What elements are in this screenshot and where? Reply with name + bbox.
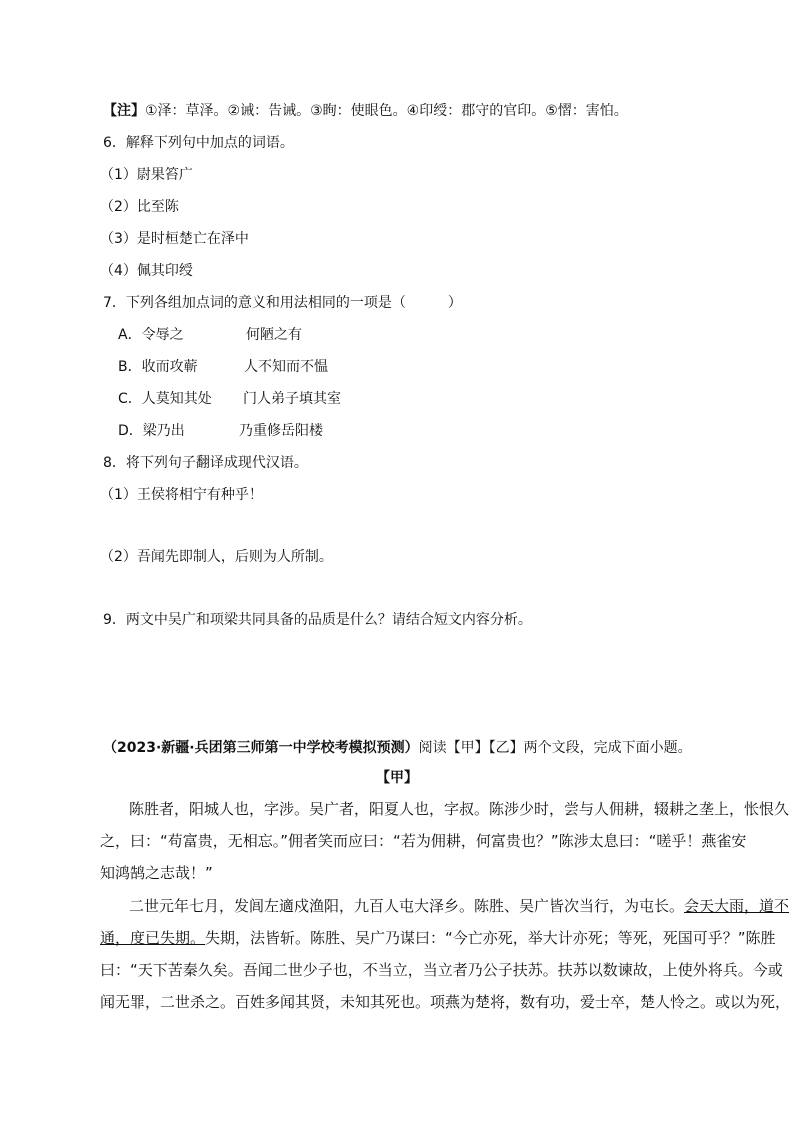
passage-p2-line-1 bbox=[129, 895, 789, 917]
underlined-sentence-part-2: 通，度已失期。 bbox=[100, 929, 206, 947]
passage-p2-line-1-text: 二世元年七月，发闾左適戍渔阳，九百人屯大泽乡。陈胜、吴广皆次当行，为屯长。 bbox=[129, 897, 685, 915]
passage-p2-line-2 bbox=[100, 927, 776, 949]
q6-item-1: （1）尉果笞广 bbox=[100, 167, 193, 183]
q7-option-a-left: A．令辱之 bbox=[118, 327, 184, 343]
q9-stem: 9．两文中吴广和项梁共同具备的品质是什么？请结合短文内容分析。 bbox=[103, 612, 532, 628]
q6-item-4: （4）佩其印绶 bbox=[100, 263, 193, 279]
note-line bbox=[103, 101, 628, 121]
passage-p1-line-2: 之，曰：“苟富贵，无相忘。”佣者笑而应曰：“若为佣耕，何富贵也？”陈涉太息曰：“嗟乎！燕雀安 bbox=[100, 832, 747, 850]
passage-source: （2023·新疆·兵团第三师第一中学校考模拟预测） bbox=[103, 740, 419, 756]
note-prefix: 【注】 bbox=[103, 103, 145, 119]
q7-option-c-right: 门人弟子填其室 bbox=[243, 391, 341, 407]
passage-p2-line-4: 闻无罪，二世杀之。百姓多闻其贤，未知其死也。项燕为楚将，数有功，爱士卒，楚人怜之。或以为死， bbox=[100, 993, 791, 1011]
note-text: ①泽：草泽。②诫：告诫。③眴：使眼色。④印绶：郡守的官印。⑤慴：害怕。 bbox=[145, 103, 628, 119]
passage-instruction: 阅读【甲】【乙】两个文段，完成下面小题。 bbox=[418, 740, 692, 756]
q6-stem: 6．解释下列句中加点的词语。 bbox=[103, 135, 294, 151]
passage-header bbox=[103, 738, 692, 758]
passage-p2-line-3: 曰：“天下苦秦久矣。吾闻二世少子也，不当立，当立者乃公子扶苏。扶苏以数谏故，上使外将兵。今或 bbox=[100, 961, 783, 979]
q6-item-3: （3）是时桓楚亡在泽中 bbox=[100, 231, 249, 247]
q6-item-2: （2）比至陈 bbox=[100, 199, 179, 215]
passage-jia-title: 【甲】 bbox=[376, 770, 418, 786]
q7-option-b-left: B．收而攻蕲 bbox=[118, 359, 198, 375]
passage-p1-line-1: 陈胜者，阳城人也，字涉。吴广者，阳夏人也，字叔。陈涉少时，尝与人佣耕，辍耕之垄上，怅恨久 bbox=[129, 800, 790, 818]
q8-stem: 8．将下列句子翻译成现代汉语。 bbox=[103, 455, 308, 471]
q7-option-d-right: 乃重修岳阳楼 bbox=[239, 423, 323, 439]
q7-option-c-left: C．人莫知其处 bbox=[118, 391, 212, 407]
q7-option-b-right: 人不知而不愠 bbox=[244, 359, 328, 375]
q8-item-1: （1）王侯将相宁有种乎！ bbox=[100, 487, 263, 503]
q7-option-d-left: D．梁乃出 bbox=[118, 423, 185, 439]
q7-option-a-right: 何陋之有 bbox=[246, 327, 302, 343]
q7-stem: 7．下列各组加点词的意义和用法相同的一项是（ ） bbox=[103, 295, 462, 311]
passage-p2-line-2-text: 失期，法皆斩。陈胜、吴广乃谋曰：“今亡亦死，举大计亦死；等死，死国可乎？”陈胜 bbox=[205, 929, 776, 947]
q8-item-2: （2）吾闻先即制人，后则为人所制。 bbox=[100, 549, 333, 565]
underlined-sentence-part-1: 会天大雨，道不 bbox=[684, 897, 790, 915]
passage-p1-line-3: 知鸿鹄之志哉！” bbox=[100, 864, 213, 882]
